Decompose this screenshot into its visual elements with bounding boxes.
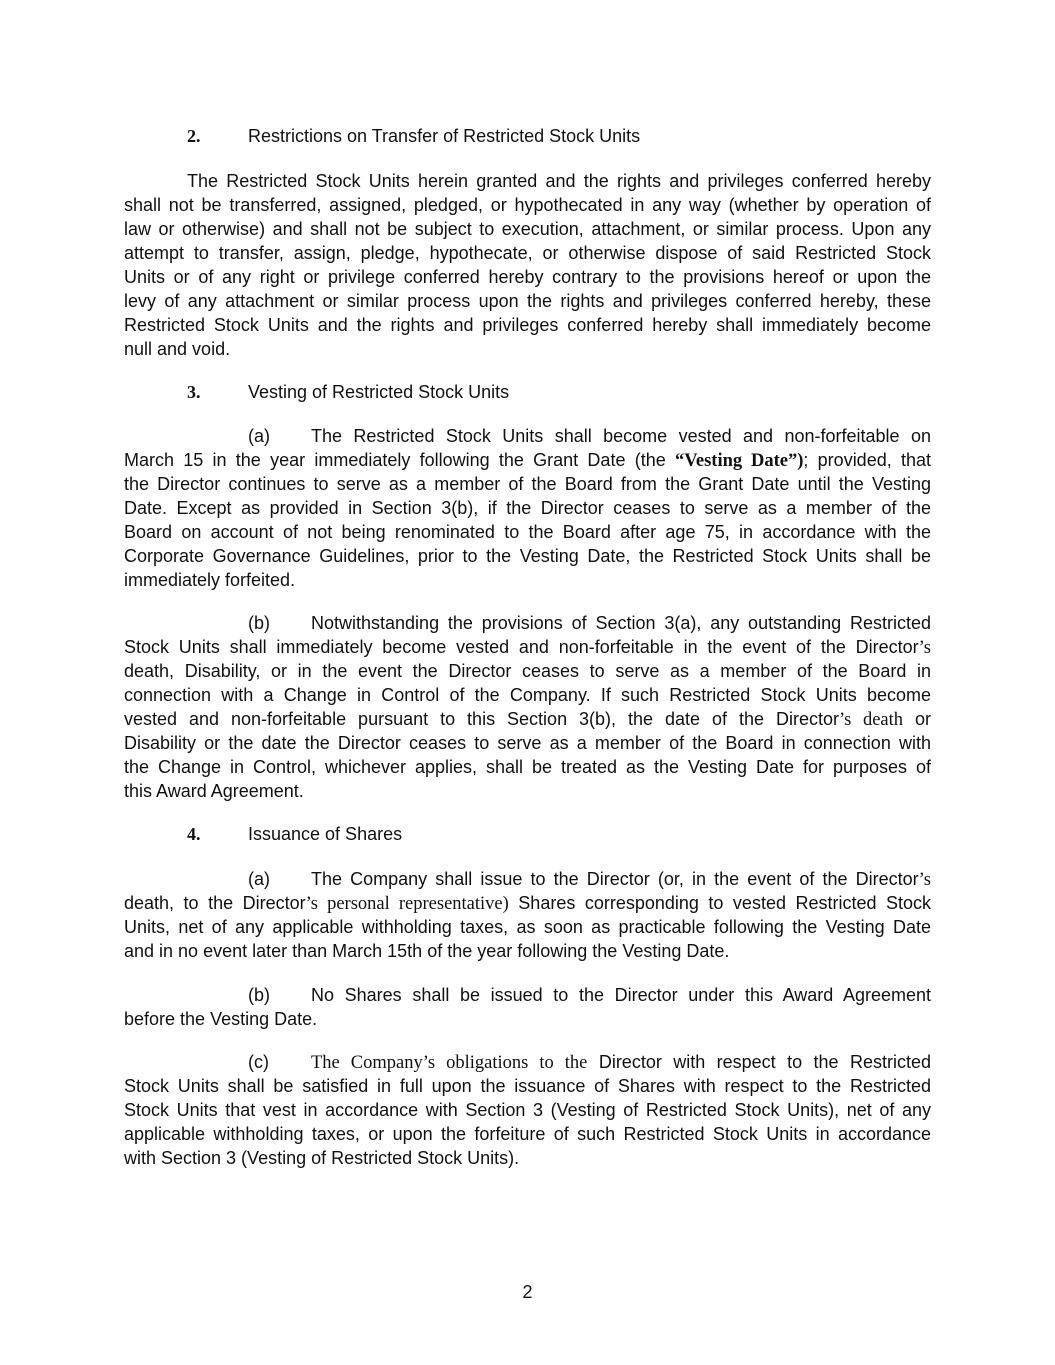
text-segment: levy of any attachment or similar process upon the rights and privileges conferred hereby, these (124, 291, 931, 311)
text-line (124, 755, 931, 779)
text-segment: Corporate Governance Guidelines, prior to the Vesting Date, the Restricted Stock Units shall be (124, 546, 931, 566)
text-segment: death, Disability, or in the event the Director ceases to serve as a member of the Board in (124, 661, 931, 681)
text-segment: Disability or the date the Director ceases to serve as a member of the Board in connection with (124, 733, 931, 753)
text-segment: Units, net of any applicable withholding taxes, as soon as practicable following the Vesting Date (124, 917, 931, 937)
text-line (124, 635, 931, 659)
text-segment: connection with a Change in Control of the Company. If such Restricted Stock Units become (124, 685, 931, 705)
paragraph-4a (124, 867, 931, 963)
text-segment: the Director continues to serve as a member of the Board from the Grant Date until the Vesting (124, 474, 931, 494)
section-heading-2 (187, 124, 640, 148)
text-line (124, 217, 931, 241)
text-segment: No Shares shall be issued to the Director under this Award Agreement (311, 985, 931, 1005)
text-segment: ’s (918, 638, 931, 658)
text-segment: ’s (918, 870, 931, 890)
text-segment: The Company shall issue to the Director (or, in the event of the Director (311, 869, 919, 889)
text-line (124, 707, 931, 731)
text-line (124, 1074, 931, 1098)
text-segment: before the Vesting Date. (124, 1009, 318, 1029)
text-segment: Restricted Stock Units and the rights and privileges conferred hereby shall immediately become (124, 315, 931, 335)
text-line (124, 1050, 931, 1074)
text-line (124, 193, 931, 217)
text-line (124, 779, 931, 803)
text-segment: ; provided, that (803, 450, 931, 470)
text-segment: death, to the Director (124, 893, 306, 913)
text-segment: The Restricted Stock Units shall become vested and non-forfeitable on (311, 426, 931, 446)
text-segment: vested and non-forfeitable pursuant to this Section 3(b), the date of the Director (124, 709, 840, 729)
text-line (124, 1146, 931, 1170)
text-line (124, 568, 931, 592)
text-line (124, 659, 931, 683)
text-segment: Stock Units that vest in accordance with Section 3 (Vesting of Restricted Stock Units), net of any (124, 1100, 931, 1120)
subsection-label: (b) (248, 985, 270, 1005)
text-line (124, 424, 931, 448)
text-line (124, 731, 931, 755)
text-segment: shall not be transferred, assigned, pledged, or hypothecated in any way (whether by operation of (124, 195, 931, 215)
page-number: 2 (522, 1282, 533, 1302)
text-segment: and in no event later than March 15th of the year following the Vesting Date. (124, 941, 730, 961)
text-segment: Date. Except as provided in Section 3(b), if the Director ceases to serve as a member of the (124, 498, 931, 518)
text-segment: law or otherwise) and shall not be subject to execution, attachment, or similar process. Upon any (124, 219, 931, 239)
text-line (124, 1007, 931, 1031)
text-segment: The Company’s obligations to the (311, 1053, 588, 1073)
text-segment: applicable withholding taxes, or upon the forfeiture of such Restricted Stock Units in accordance (124, 1124, 931, 1144)
paragraph-2 (124, 169, 931, 361)
text-segment: Director with respect to the Restricted (587, 1052, 931, 1072)
text-line (124, 337, 931, 361)
text-line (124, 915, 931, 939)
text-line (124, 544, 931, 568)
section-number: 2. (187, 126, 201, 146)
paragraph-3b (124, 611, 931, 803)
text-line (124, 241, 931, 265)
section-number: 3. (187, 382, 201, 402)
text-line (124, 289, 931, 313)
text-segment: March 15 in the year immediately following the Grant Date (the (124, 450, 675, 470)
text-line (124, 520, 931, 544)
paragraph-3a (124, 424, 931, 592)
text-segment: ’s personal representative) (305, 894, 509, 914)
text-line (124, 448, 931, 472)
text-line (124, 683, 931, 707)
text-line (124, 313, 931, 337)
text-line (124, 983, 931, 1007)
text-segment: The Restricted Stock Units herein granted and the rights and privileges conferred hereby (187, 171, 931, 191)
text-line (124, 611, 931, 635)
subsection-label: (a) (248, 869, 270, 889)
text-line (124, 496, 931, 520)
text-line (124, 1122, 931, 1146)
text-line (124, 1098, 931, 1122)
text-segment: Notwithstanding the provisions of Section 3(a), any outstanding Restricted (311, 613, 931, 633)
section-heading-3 (187, 380, 509, 404)
text-segment: with Section 3 (Vesting of Restricted Stock Units). (124, 1148, 520, 1168)
text-segment: Stock Units shall be satisfied in full upon the issuance of Shares with respect to the Restricted (124, 1076, 931, 1096)
text-segment: the Change in Control, whichever applies, shall be treated as the Vesting Date for purposes of (124, 757, 931, 777)
paragraph-4b (124, 983, 931, 1031)
text-segment: null and void. (124, 339, 231, 359)
section-title: Vesting of Restricted Stock Units (248, 382, 510, 402)
section-number: 4. (187, 824, 201, 844)
text-segment: attempt to transfer, assign, pledge, hypothecate, or otherwise dispose of said Restricted Stock (124, 243, 931, 263)
subsection-label: (b) (248, 613, 270, 633)
section-heading-4 (187, 822, 402, 846)
text-line (124, 265, 931, 289)
text-segment: Stock Units shall immediately become vested and non-forfeitable in the event of the Director (124, 637, 919, 657)
text-line (124, 169, 931, 193)
subsection-label: (c) (248, 1052, 269, 1072)
section-title: Restrictions on Transfer of Restricted Stock Units (248, 126, 641, 146)
text-segment: Shares corresponding to vested Restricted Stock (508, 893, 931, 913)
text-line (124, 891, 931, 915)
section-title: Issuance of Shares (248, 824, 403, 844)
subsection-label: (a) (248, 426, 270, 446)
text-segment: Board on account of not being renominated to the Board after age 75, in accordance with the (124, 522, 931, 542)
text-segment: this Award Agreement. (124, 781, 304, 801)
paragraph-4c (124, 1050, 931, 1170)
text-segment: Units or of any right or privilege conferred hereby contrary to the provisions hereof or upon the (124, 267, 931, 287)
text-line (124, 867, 931, 891)
text-segment: or (903, 709, 931, 729)
defined-term: “Vesting Date”) (674, 451, 804, 471)
text-segment: ’s death (839, 710, 904, 730)
text-line (124, 939, 931, 963)
text-line (124, 472, 931, 496)
text-segment: immediately forfeited. (124, 570, 296, 590)
